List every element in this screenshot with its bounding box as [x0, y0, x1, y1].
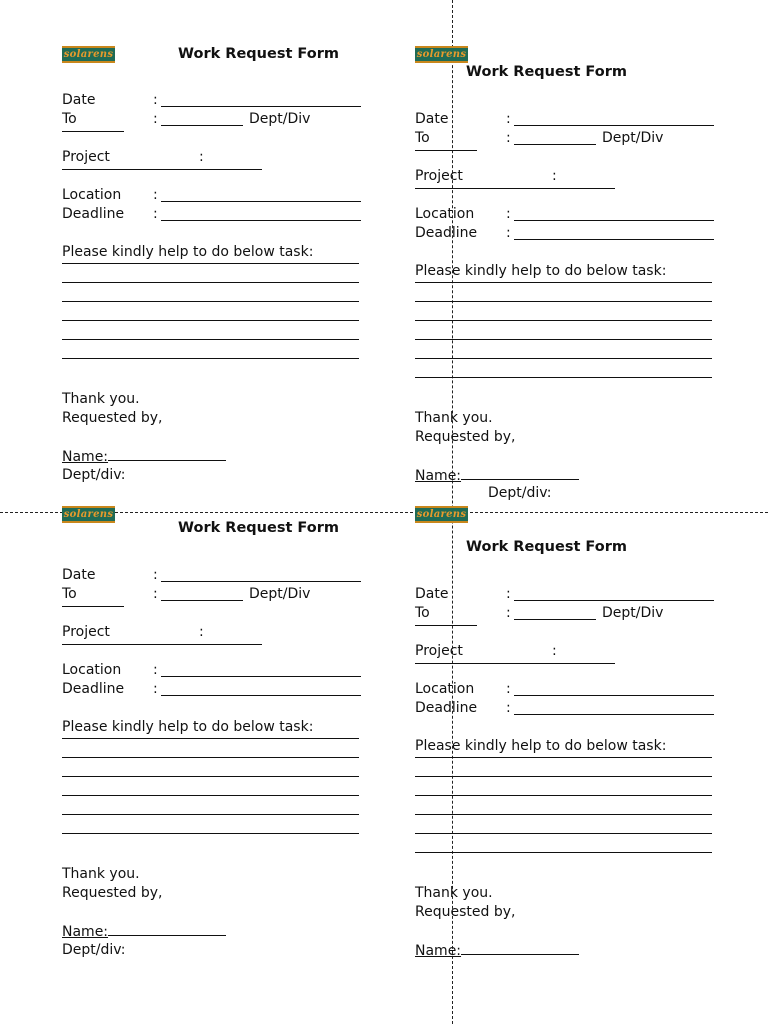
requested-by-text: Requested by, — [62, 410, 163, 426]
date-label: Date — [415, 111, 449, 127]
deadline-colon: : — [153, 681, 158, 697]
date-input[interactable] — [514, 112, 714, 126]
dept-div-sign-label: Dept/div: — [62, 942, 126, 958]
name-label: Name: — [415, 468, 462, 484]
deadline-colon: : — [153, 206, 158, 222]
location-colon: : — [506, 206, 511, 222]
field-row-project — [62, 148, 382, 166]
field-row-deadline — [415, 699, 735, 717]
field-row-to — [415, 604, 735, 622]
deadline-label: Deadline — [62, 206, 125, 222]
date-label: Date — [62, 92, 96, 108]
project-input[interactable] — [415, 663, 615, 664]
location-input[interactable] — [514, 682, 714, 696]
task-line-input[interactable] — [415, 320, 712, 321]
to-label: To — [62, 111, 77, 127]
task-line-input[interactable] — [415, 301, 712, 302]
field-row-to — [62, 110, 382, 128]
thank-you-text: Thank you. — [415, 885, 493, 901]
dept-div-label: Dept/Div — [602, 130, 664, 146]
field-row-date — [62, 566, 382, 584]
location-label: Location — [415, 206, 475, 222]
logo-text: solarens — [416, 49, 467, 60]
form-title: Work Request Form — [178, 46, 339, 62]
name-input[interactable] — [108, 447, 226, 461]
task-line-input[interactable] — [62, 263, 359, 264]
date-colon: : — [506, 111, 511, 127]
dept-div-label: Dept/Div — [249, 586, 311, 602]
project-label: Project — [62, 624, 110, 640]
project-label: Project — [415, 168, 463, 184]
location-colon: : — [506, 681, 511, 697]
company-logo — [415, 46, 468, 63]
deadline-input[interactable] — [514, 226, 714, 240]
date-colon: : — [153, 567, 158, 583]
field-row-date — [415, 110, 735, 128]
form-title: Work Request Form — [466, 64, 627, 80]
field-row-project — [415, 642, 735, 660]
location-colon: : — [153, 187, 158, 203]
field-row-project — [62, 623, 382, 641]
to-label: To — [62, 586, 77, 602]
work-request-form-top-right — [415, 46, 735, 506]
deadline-input[interactable] — [514, 701, 714, 715]
task-line-input[interactable] — [415, 358, 712, 359]
task-line-input[interactable] — [415, 814, 712, 815]
to-input[interactable] — [161, 587, 243, 601]
project-colon: : — [199, 624, 204, 640]
form-title: Work Request Form — [466, 539, 627, 555]
thank-you-text: Thank you. — [415, 410, 493, 426]
date-input[interactable] — [161, 568, 361, 582]
name-row — [62, 922, 226, 941]
date-colon: : — [506, 586, 511, 602]
deadline-input[interactable] — [161, 207, 361, 221]
requested-by-text: Requested by, — [415, 429, 516, 445]
field-row-location — [415, 205, 735, 223]
deadline-colon: : — [506, 700, 511, 716]
dept-div-input[interactable] — [415, 625, 477, 626]
deadline-label: Deadline — [62, 681, 125, 697]
to-colon: : — [506, 605, 511, 621]
to-label: To — [415, 130, 430, 146]
field-row-project — [415, 167, 735, 185]
task-prompt: Please kindly help to do below task: — [62, 719, 314, 735]
field-row-to — [415, 129, 735, 147]
dept-div-sign-label: Dept/div: — [488, 485, 552, 501]
field-row-deadline — [415, 224, 735, 242]
task-line-input[interactable] — [415, 852, 712, 853]
task-line-input[interactable] — [62, 776, 359, 777]
dept-div-input[interactable] — [62, 606, 124, 607]
field-row-to — [62, 585, 382, 603]
field-row-deadline — [62, 205, 382, 223]
project-label: Project — [62, 149, 110, 165]
task-line-input[interactable] — [415, 833, 712, 834]
field-row-location — [62, 661, 382, 679]
task-line-input[interactable] — [415, 339, 712, 340]
name-row — [62, 447, 226, 466]
requested-by-text: Requested by, — [62, 885, 163, 901]
task-line-input[interactable] — [415, 757, 712, 758]
project-input[interactable] — [415, 188, 615, 189]
field-row-date — [62, 91, 382, 109]
name-label: Name: — [62, 924, 109, 940]
project-colon: : — [199, 149, 204, 165]
task-line-input[interactable] — [62, 282, 359, 283]
field-row-deadline — [62, 680, 382, 698]
location-label: Location — [415, 681, 475, 697]
date-label: Date — [415, 586, 449, 602]
to-input[interactable] — [514, 606, 596, 620]
to-label: To — [415, 605, 430, 621]
form-title: Work Request Form — [178, 520, 339, 536]
location-label: Location — [62, 187, 122, 203]
location-input[interactable] — [514, 207, 714, 221]
dept-div-label: Dept/Div — [249, 111, 311, 127]
company-logo — [415, 506, 468, 523]
task-line-input[interactable] — [415, 377, 712, 378]
task-line-input[interactable] — [62, 358, 359, 359]
dept-div-input[interactable] — [62, 131, 124, 132]
project-colon: : — [552, 168, 557, 184]
project-colon: : — [552, 643, 557, 659]
logo-text: solarens — [63, 49, 114, 60]
name-input[interactable] — [108, 922, 226, 936]
location-input[interactable] — [161, 663, 361, 677]
date-input[interactable] — [514, 587, 714, 601]
name-label: Name: — [62, 449, 109, 465]
date-input[interactable] — [161, 93, 361, 107]
task-line-input[interactable] — [415, 776, 712, 777]
name-input[interactable] — [461, 941, 579, 955]
task-prompt: Please kindly help to do below task: — [62, 244, 314, 260]
name-input[interactable] — [461, 466, 579, 480]
location-label: Location — [62, 662, 122, 678]
logo-text: solarens — [63, 509, 114, 520]
task-prompt: Please kindly help to do below task: — [415, 263, 667, 279]
task-line-input[interactable] — [62, 738, 359, 739]
task-line-input[interactable] — [62, 339, 359, 340]
task-prompt: Please kindly help to do below task: — [415, 738, 667, 754]
project-input[interactable] — [62, 169, 262, 170]
thank-you-text: Thank you. — [62, 391, 140, 407]
project-label: Project — [415, 643, 463, 659]
task-line-input[interactable] — [62, 301, 359, 302]
name-row — [415, 466, 579, 485]
field-row-location — [62, 186, 382, 204]
company-logo — [62, 506, 115, 523]
deadline-label: Deadline — [415, 225, 478, 241]
company-logo — [62, 46, 115, 63]
to-input[interactable] — [161, 112, 243, 126]
task-line-input[interactable] — [62, 795, 359, 796]
work-request-form-bottom-left — [62, 506, 382, 966]
deadline-colon: : — [506, 225, 511, 241]
task-line-input[interactable] — [415, 795, 712, 796]
to-colon: : — [153, 111, 158, 127]
work-request-form-top-left — [62, 46, 382, 506]
name-label: Name: — [415, 943, 462, 959]
logo-text: solarens — [416, 509, 467, 520]
requested-by-text: Requested by, — [415, 904, 516, 920]
field-row-location — [415, 680, 735, 698]
task-line-input[interactable] — [62, 833, 359, 834]
to-input[interactable] — [514, 131, 596, 145]
name-row — [415, 941, 579, 960]
dept-div-input[interactable] — [415, 150, 477, 151]
task-line-input[interactable] — [62, 814, 359, 815]
task-line-input[interactable] — [415, 282, 712, 283]
dept-div-sign-label: Dept/div: — [62, 467, 126, 483]
task-line-input[interactable] — [62, 757, 359, 758]
to-colon: : — [153, 586, 158, 602]
deadline-input[interactable] — [161, 682, 361, 696]
date-label: Date — [62, 567, 96, 583]
date-colon: : — [153, 92, 158, 108]
dept-div-label: Dept/Div — [602, 605, 664, 621]
project-input[interactable] — [62, 644, 262, 645]
work-request-form-bottom-right — [415, 506, 735, 966]
field-row-date — [415, 585, 735, 603]
location-colon: : — [153, 662, 158, 678]
deadline-label: Deadline — [415, 700, 478, 716]
thank-you-text: Thank you. — [62, 866, 140, 882]
location-input[interactable] — [161, 188, 361, 202]
task-line-input[interactable] — [62, 320, 359, 321]
to-colon: : — [506, 130, 511, 146]
